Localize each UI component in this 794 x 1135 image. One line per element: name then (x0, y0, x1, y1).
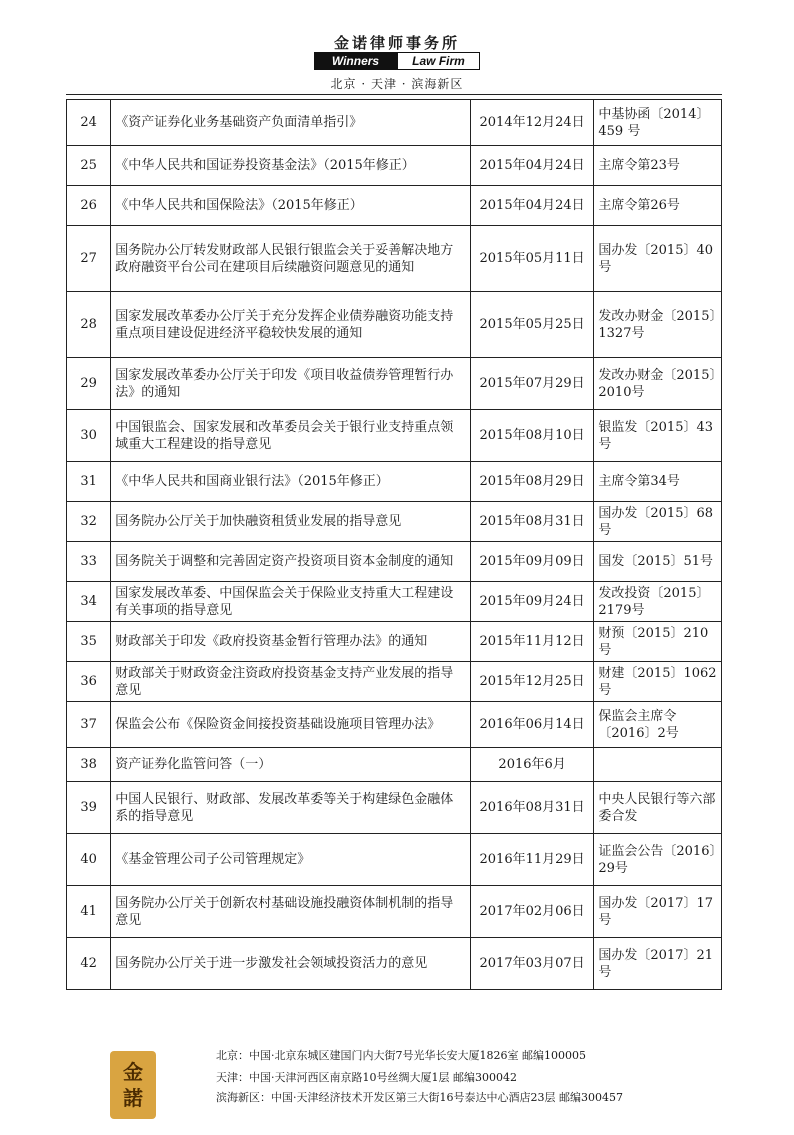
header-divider (66, 94, 722, 95)
row-number: 32 (67, 502, 111, 542)
document-number (594, 748, 722, 782)
firm-name-en-right: Law Firm (397, 52, 480, 70)
issue-date: 2017年03月07日 (470, 938, 594, 990)
address-beijing: 北京：中国·北京东城区建国门内大街7号光华长安大厦1826室 邮编100005 (216, 1049, 586, 1062)
issue-date: 2014年12月24日 (470, 100, 594, 146)
row-number: 28 (67, 292, 111, 358)
row-number: 29 (67, 358, 111, 410)
document-title: 国家发展改革委办公厅关于充分发挥企业债券融资功能支持重点项目建设促进经济平稳较快发展的通知 (111, 292, 471, 358)
table-row (67, 938, 722, 990)
document-title: 《中华人民共和国保险法》（2015年修正） (111, 186, 471, 226)
row-number: 27 (67, 226, 111, 292)
document-number: 国办发〔2017〕21号 (594, 938, 722, 990)
issue-date: 2015年09月24日 (470, 582, 594, 622)
row-number: 36 (67, 662, 111, 702)
firm-logo (110, 1051, 156, 1119)
document-title: 《中华人民共和国商业银行法》（2015年修正） (111, 462, 471, 502)
issue-date: 2015年08月10日 (470, 410, 594, 462)
office-cities: 北京 · 天津 · 滨海新区 (330, 77, 464, 91)
row-number: 31 (67, 462, 111, 502)
document-title: 《资产证券化业务基础资产负面清单指引》 (111, 100, 471, 146)
address-tianjin: 天津：中国·天津河西区南京路10号丝绸大厦1层 邮编300042 (216, 1071, 517, 1084)
row-number: 26 (67, 186, 111, 226)
document-title: 《基金管理公司子公司管理规定》 (111, 834, 471, 886)
issue-date: 2015年05月11日 (470, 226, 594, 292)
table-row (67, 292, 722, 358)
document-number: 国办发〔2015〕40号 (594, 226, 722, 292)
document-title: 财政部关于财政资金注资政府投资基金支持产业发展的指导意见 (111, 662, 471, 702)
firm-name-cn: 金诺律师事务所 (333, 34, 460, 52)
firm-logo-char-bottom: 諾 (123, 1086, 143, 1110)
firm-name-en (314, 52, 480, 70)
row-number: 39 (67, 782, 111, 834)
table-row (67, 410, 722, 462)
table-row (67, 462, 722, 502)
document-number: 国办发〔2017〕17号 (594, 886, 722, 938)
document-title: 国家发展改革委办公厅关于印发《项目收益债券管理暂行办法》的通知 (111, 358, 471, 410)
document-number: 中基协函〔2014〕459 号 (594, 100, 722, 146)
table-row (67, 782, 722, 834)
issue-date: 2016年08月31日 (470, 782, 594, 834)
issue-date: 2016年6月 (470, 748, 594, 782)
document-number: 发改办财金〔2015〕2010号 (594, 358, 722, 410)
document-number: 主席令第23号 (594, 146, 722, 186)
address-binhai: 滨海新区：中国·天津经济技术开发区第三大街16号泰达中心酒店23层 邮编300457 (216, 1091, 623, 1104)
issue-date: 2017年02月06日 (470, 886, 594, 938)
firm-logo-char-top: 金 (123, 1060, 143, 1084)
document-title: 中国人民银行、财政部、发展改革委等关于构建绿色金融体系的指导意见 (111, 782, 471, 834)
issue-date: 2015年08月29日 (470, 462, 594, 502)
letterhead (0, 0, 794, 100)
table-row (67, 186, 722, 226)
document-number: 发改办财金〔2015〕1327号 (594, 292, 722, 358)
document-title: 国务院办公厅关于加快融资租赁业发展的指导意见 (111, 502, 471, 542)
table-row (67, 702, 722, 748)
row-number: 25 (67, 146, 111, 186)
table-row (67, 226, 722, 292)
table-row (67, 542, 722, 582)
issue-date: 2016年06月14日 (470, 702, 594, 748)
document-number: 保监会主席令〔2016〕2号 (594, 702, 722, 748)
document-number: 主席令第34号 (594, 462, 722, 502)
row-number: 33 (67, 542, 111, 582)
table-row (67, 146, 722, 186)
document-number: 证监会公告〔2016〕29号 (594, 834, 722, 886)
issue-date: 2015年09月09日 (470, 542, 594, 582)
footer (0, 1045, 794, 1135)
table-row (67, 748, 722, 782)
issue-date: 2015年04月24日 (470, 146, 594, 186)
issue-date: 2015年12月25日 (470, 662, 594, 702)
table-row (67, 100, 722, 146)
document-number: 财建〔2015〕1062号 (594, 662, 722, 702)
row-number: 30 (67, 410, 111, 462)
table-row (67, 662, 722, 702)
regulation-table (66, 99, 722, 990)
issue-date: 2015年05月25日 (470, 292, 594, 358)
document-number: 国办发〔2015〕68号 (594, 502, 722, 542)
document-title: 国务院关于调整和完善固定资产投资项目资本金制度的通知 (111, 542, 471, 582)
issue-date: 2015年11月12日 (470, 622, 594, 662)
table-row (67, 358, 722, 410)
row-number: 40 (67, 834, 111, 886)
document-number: 国发〔2015〕51号 (594, 542, 722, 582)
row-number: 35 (67, 622, 111, 662)
document-title: 资产证券化监管问答（一） (111, 748, 471, 782)
issue-date: 2015年04月24日 (470, 186, 594, 226)
document-number: 发改投资〔2015〕2179号 (594, 582, 722, 622)
document-title: 财政部关于印发《政府投资基金暂行管理办法》的通知 (111, 622, 471, 662)
document-number: 主席令第26号 (594, 186, 722, 226)
document-title: 国务院办公厅关于进一步激发社会领域投资活力的意见 (111, 938, 471, 990)
document-number: 银监发〔2015〕43号 (594, 410, 722, 462)
table-row (67, 622, 722, 662)
row-number: 41 (67, 886, 111, 938)
document-title: 中国银监会、国家发展和改革委员会关于银行业支持重点领域重大工程建设的指导意见 (111, 410, 471, 462)
document-title: 《中华人民共和国证券投资基金法》（2015年修正） (111, 146, 471, 186)
table-row (67, 582, 722, 622)
document-number: 中央人民银行等六部委合发 (594, 782, 722, 834)
document-title: 保监会公布《保险资金间接投资基础设施项目管理办法》 (111, 702, 471, 748)
table-row (67, 502, 722, 542)
row-number: 34 (67, 582, 111, 622)
firm-name-en-left: Winners (314, 52, 397, 70)
table-row (67, 886, 722, 938)
issue-date: 2016年11月29日 (470, 834, 594, 886)
row-number: 38 (67, 748, 111, 782)
row-number: 42 (67, 938, 111, 990)
row-number: 37 (67, 702, 111, 748)
document-title: 国务院办公厅转发财政部人民银行银监会关于妥善解决地方政府融资平台公司在建项目后续融资问题意见的通知 (111, 226, 471, 292)
row-number: 24 (67, 100, 111, 146)
issue-date: 2015年08月31日 (470, 502, 594, 542)
table-row (67, 834, 722, 886)
document-title: 国家发展改革委、中国保监会关于保险业支持重大工程建设有关事项的指导意见 (111, 582, 471, 622)
issue-date: 2015年07月29日 (470, 358, 594, 410)
document-number: 财预〔2015〕210号 (594, 622, 722, 662)
document-title: 国务院办公厅关于创新农村基础设施投融资体制机制的指导意见 (111, 886, 471, 938)
